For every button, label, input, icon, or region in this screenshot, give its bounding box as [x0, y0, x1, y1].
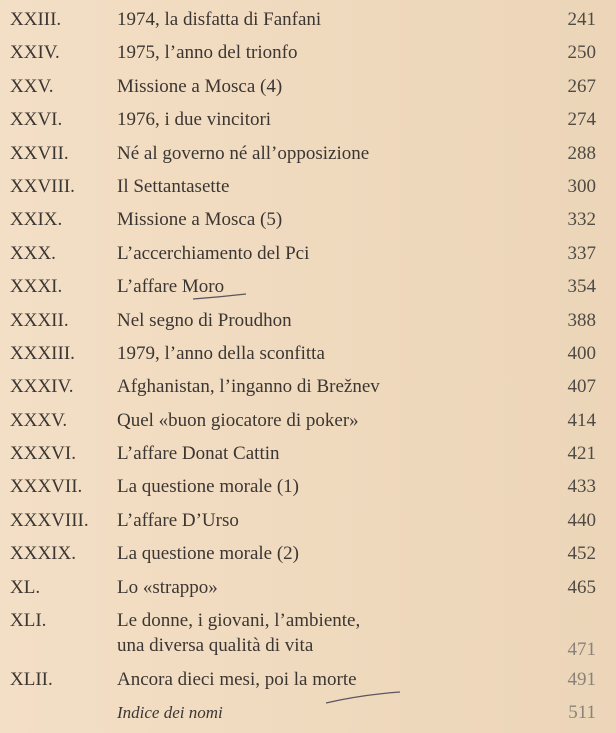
chapter-numeral: XLII.: [10, 669, 53, 691]
toc-entry: [0, 237, 616, 270]
index-title: Indice dei nomi: [117, 703, 223, 723]
table-of-contents: [0, 3, 616, 730]
page-number: 491: [567, 669, 596, 691]
chapter-numeral: XXVI.: [10, 109, 63, 131]
page-number: 511: [568, 702, 596, 724]
chapter-title: L’affare Moro: [117, 276, 225, 298]
chapter-title: La questione morale (1): [117, 476, 300, 498]
toc-entry: [0, 36, 616, 69]
page-number: 400: [567, 342, 596, 364]
toc-entry: [0, 404, 616, 437]
page-number: 433: [567, 476, 596, 498]
chapter-title-line: una diversa qualità di vita: [117, 635, 314, 657]
toc-entry: [0, 370, 616, 403]
chapter-title: Missione a Mosca (4): [117, 75, 283, 97]
chapter-title: 1979, l’anno della sconfitta: [117, 342, 325, 364]
toc-entry: [0, 696, 616, 729]
toc-entry: [0, 304, 616, 337]
chapter-title: Nel segno di Proudhon: [117, 309, 292, 331]
toc-entry: [0, 470, 616, 503]
toc-entry: [0, 137, 616, 170]
chapter-title: 1976, i due vincitori: [117, 109, 272, 131]
page-number: 337: [567, 242, 596, 264]
chapter-title: Missione a Mosca (5): [117, 209, 283, 231]
chapter-title: Il Settantasette: [117, 175, 230, 197]
page-number: 241: [567, 8, 596, 30]
chapter-numeral: XXXVI.: [10, 443, 76, 465]
page-number: 421: [567, 443, 596, 465]
chapter-numeral: XXXII.: [10, 309, 69, 331]
page-number: 414: [567, 409, 596, 431]
toc-entry: [0, 504, 616, 537]
chapter-title: Lo «strappo»: [117, 576, 218, 598]
chapter-title: 1975, l’anno del trionfo: [117, 42, 298, 64]
page-number: 332: [567, 209, 596, 231]
toc-entry: [0, 270, 616, 303]
chapter-numeral: XXXI.: [10, 276, 63, 298]
toc-entry: [0, 437, 616, 470]
toc-entry: [0, 103, 616, 136]
chapter-title: L’affare D’Urso: [117, 509, 239, 531]
chapter-title: L’accerchiamento del Pci: [117, 242, 310, 264]
toc-entry: [0, 70, 616, 103]
page-number: 407: [567, 376, 596, 398]
chapter-numeral: XXXIII.: [10, 342, 75, 364]
chapter-title: L’affare Donat Cattin: [117, 443, 280, 465]
page-number: 465: [567, 576, 596, 598]
chapter-numeral: XLI.: [10, 610, 47, 632]
toc-entry: [0, 337, 616, 370]
toc-entry: [0, 203, 616, 236]
page-number: 388: [567, 309, 596, 331]
chapter-title: Afghanistan, l’inganno di Brežnev: [117, 376, 380, 398]
chapter-numeral: XXIV.: [10, 42, 60, 64]
page-number: 300: [567, 175, 596, 197]
page-number: 267: [567, 75, 596, 97]
toc-entry: [0, 663, 616, 696]
chapter-title: 1974, la disfatta di Fanfani: [117, 9, 322, 30]
chapter-title: Ancora dieci mesi, poi la morte: [117, 669, 357, 691]
chapter-numeral: XXXVII.: [10, 476, 83, 498]
page-number: 354: [567, 276, 596, 298]
chapter-numeral: XXXIX.: [10, 543, 76, 565]
page-number: 250: [567, 42, 596, 64]
chapter-title: Né al governo né all’opposizione: [117, 142, 370, 164]
page-number: 440: [567, 509, 596, 531]
chapter-numeral: XXIX.: [10, 209, 63, 231]
chapter-numeral: XXX.: [10, 242, 56, 264]
chapter-title-line: Le donne, i giovani, l’ambiente,: [117, 610, 361, 632]
chapter-numeral: XXV.: [10, 75, 54, 97]
chapter-numeral: XXXV.: [10, 409, 68, 431]
page-number: 288: [567, 142, 596, 164]
chapter-numeral: XXVII.: [10, 142, 69, 164]
page-number: 471: [567, 639, 596, 661]
chapter-numeral: XXVIII.: [10, 175, 75, 197]
toc-entry: [0, 3, 616, 36]
toc-entry: [0, 170, 616, 203]
chapter-numeral: XL.: [10, 576, 41, 598]
chapter-numeral: XXIII.: [10, 9, 62, 30]
toc-entry: [0, 604, 616, 663]
chapter-title: [117, 608, 360, 658]
page-number: 452: [567, 543, 596, 565]
chapter-numeral: XXXVIII.: [10, 509, 89, 531]
page-number: 274: [567, 109, 596, 131]
chapter-title: Quel «buon giocatore di poker»: [117, 409, 359, 431]
toc-entry: [0, 571, 616, 604]
chapter-numeral: XXXIV.: [10, 376, 74, 398]
toc-entry: [0, 537, 616, 570]
chapter-title: La questione morale (2): [117, 543, 300, 565]
